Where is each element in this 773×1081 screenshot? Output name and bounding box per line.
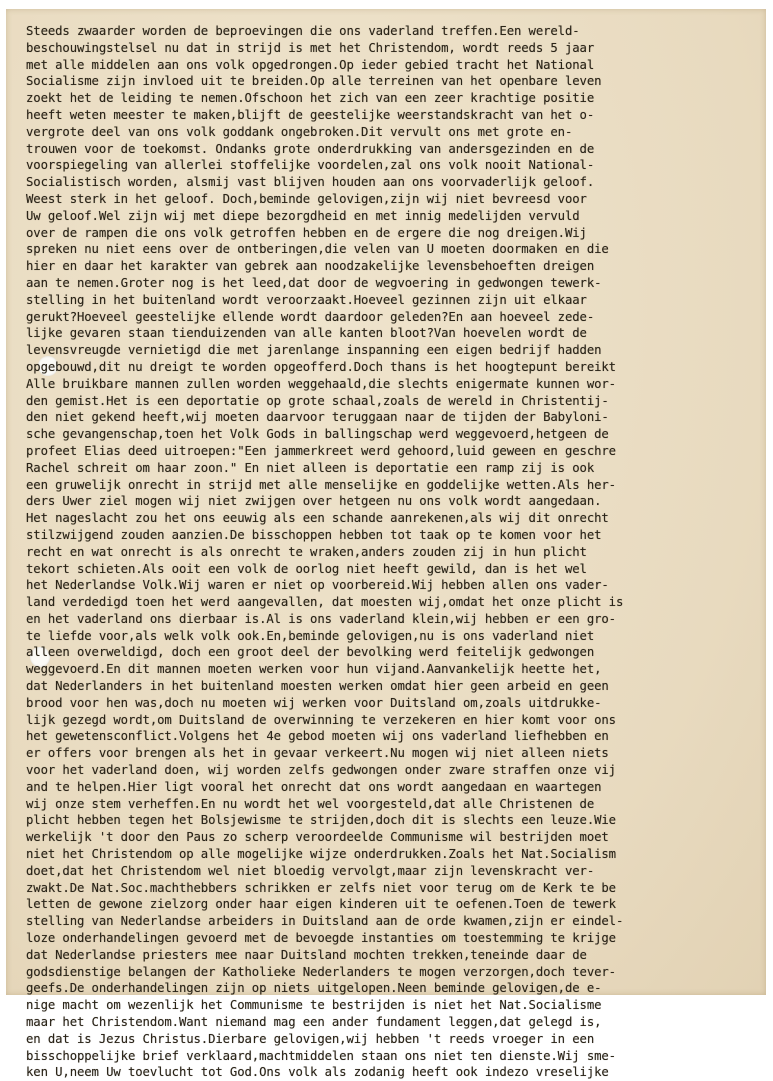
text-line: sche gevangenschap,toen het Volk Gods in ballingschap werd weggevoerd,hetgeen de <box>26 427 609 442</box>
text-line: voor het vaderland doen, wij worden zelfs gedwongen onder zware straffen onze vij <box>26 763 616 778</box>
text-line: spreken nu niet eens over de ontberingen,die velen van U moeten doormaken en die <box>26 242 609 257</box>
text-line: er offers voor brengen als het in gevaar verkeert.Nu mogen wij niet alleen niets <box>26 746 609 761</box>
text-line: doet,dat het Christendom wel niet bloedig vervolgt,maar zijn levenskracht ver- <box>26 863 595 878</box>
text-line: tekort schieten.Als ooit een volk de oorlog niet heeft gewild, dan is het wel <box>26 561 587 576</box>
text-line: Socialistisch worden, alsmij vast blijven houden aan ons voorvaderlijk geloof. <box>26 175 595 190</box>
text-line: geefs.De onderhandelingen zijn op niets uitgelopen.Neen beminde gelovigen,de e- <box>26 981 602 996</box>
text-line: gerukt?Hoeveel geestelijke ellende wordt daardoor geleden?En aan hoeveel zede- <box>26 309 595 324</box>
text-line: alleen overweldigd, doch een groot deel der bevolking werd feitelijk gedwongen <box>26 645 595 660</box>
text-line: weggevoerd.En dit mannen moeten werken voor hun vijand.Aanvankelijk heette het, <box>26 662 602 677</box>
text-line: het gewetensconflict.Volgens het 4e gebod moeten wij ons vaderland liefhebben en <box>26 729 609 744</box>
text-line: profeet Elias deed uitroepen:"Een jammerkreet werd gehoord,luid geween en geschre <box>26 443 616 458</box>
text-line: Steeds zwaarder worden de beproevingen die ons vaderland treffen.Een wereld- <box>26 24 580 38</box>
text-line: levensvreugde vernietigd die met jarenlange inspanning een eigen bedrijf hadden <box>26 343 602 358</box>
text-line: en dat is Jezus Christus.Dierbare gelovigen,wij hebben 't reeds vroeger in een <box>26 1031 595 1046</box>
text-line: brood voor hen was,doch nu moeten wij werken voor Duitsland om,zoals uitdrukke- <box>26 695 602 710</box>
text-line: en het vaderland ons dierbaar is.Al is ons vaderland klein,wij hebben er een gro- <box>26 611 616 626</box>
text-line: over de rampen die ons volk getroffen hebben en de ergere die nog dreigen.Wij <box>26 225 587 240</box>
text-line: het Nederlandse Volk.Wij waren er niet op voorbereid.Wij hebben allen ons vader- <box>26 578 609 593</box>
text-line: vergrote deel van ons volk goddank ongebroken.Dit vervult ons met grote en- <box>26 124 573 139</box>
text-line: opgebouwd,dit nu dreigt te worden opgeofferd.Doch thans is het hoogtepunt bereikt <box>26 359 616 374</box>
text-line: lijk gezegd wordt,om Duitsland de overwinning te verzekeren en hier komt voor ons <box>26 712 616 727</box>
text-line: te liefde voor,als welk volk ook.En,beminde gelovigen,nu is ons vaderland niet <box>26 628 595 643</box>
text-line: met alle middelen aan ons volk opgedrongen.Op ieder gebied tracht het National <box>26 57 595 72</box>
typewritten-page <box>6 9 766 1080</box>
text-line: stilzwijgend zouden aanzien.De bisschoppen hebben tot taak op te komen voor het <box>26 527 602 542</box>
text-line: dat Nederlandse priesters mee naar Duitsland mochten trekken,teneinde daar de <box>26 947 587 962</box>
text-line: zwakt.De Nat.Soc.machthebbers schrikken er zelfs niet voor terug om de Kerk te be <box>26 880 616 895</box>
text-line: heeft weten meester te maken,blijft de geestelijke weerstandskracht van het o- <box>26 107 595 122</box>
text-line: ders Uwer ziel mogen wij niet zwijgen over hetgeen nu ons volk wordt aangedaan. <box>26 494 602 509</box>
text-line: Uw geloof.Wel zijn wij met diepe bezorgdheid en met innig medelijden vervuld <box>26 208 580 223</box>
text-line: trouwen voor de toekomst. Ondanks grote onderdrukking van andersgezinden en de <box>26 141 595 156</box>
text-line: zoekt het de leiding te nemen.Ofschoon het zich van een zeer krachtige positie <box>26 91 595 106</box>
text-line: aan te nemen.Groter nog is het leed,dat door de wegvoering in gedwongen tewerk- <box>26 275 602 290</box>
text-line: hier en daar het karakter van gebrek aan noodzakelijke levensbehoeften dreigen <box>26 259 595 274</box>
text-line: maar het Christendom.Want niemand mag een ander fundament leggen,dat gelegd is, <box>26 1015 602 1030</box>
text-line: ken U,neem Uw toevlucht tot God.Ons volk als zodanig heeft ook indezo vreselijke <box>26 1065 609 1080</box>
text-line: godsdienstige belangen der Katholieke Nederlanders te mogen verzorgen,doch tever- <box>26 964 616 979</box>
text-line: Alle bruikbare mannen zullen worden weggehaald,die slechts enigermate kunnen wor- <box>26 376 616 391</box>
text-line: and te helpen.Hier ligt vooral het onrecht dat ons wordt aangedaan en waartegen <box>26 779 602 794</box>
text-line: dat Nederlanders in het buitenland moesten werken omdat hier geen arbeid en geen <box>26 679 609 694</box>
text-line: lijke gevaren staan tienduizenden van alle kanten bloot?Van hoevelen wordt de <box>26 326 587 341</box>
text-line: den gemist.Het is een deportatie op grote schaal,zoals de wereld in Christentij- <box>26 393 609 408</box>
text-line: nige macht om wezenlijk het Communisme te bestrijden is niet het Nat.Socialisme <box>26 998 602 1013</box>
text-line: voorspiegeling van allerlei stoffelijke voordelen,zal ons volk nooit National- <box>26 158 595 173</box>
text-line: stelling van Nederlandse arbeiders in Duitsland aan de orde kwamen,zijn er eindel- <box>26 914 624 929</box>
scan-top-margin <box>0 0 773 9</box>
text-line: plicht hebben tegen het Bolsjewisme te strijden,doch dit is slechts een leuze.Wie <box>26 813 616 828</box>
text-line: letten de gewone zielzorg onder haar eigen kinderen uit te oefenen.Toen de tewerk <box>26 897 616 912</box>
text-line: loze onderhandelingen gevoerd met de bevoegde instanties om toestemming te krijge <box>26 931 616 946</box>
typed-text-block <box>26 23 761 1081</box>
text-line: recht en wat onrecht is als onrecht te wraken,anders zouden zij in hun plicht <box>26 544 587 559</box>
text-line: den niet gekend heeft,wij moeten daarvoor teruggaan naar de tijden der Babyloni- <box>26 410 609 425</box>
text-line: Rachel schreit om haar zoon." En niet alleen is deportatie een ramp zij is ook <box>26 460 595 475</box>
text-line: land verdedigd toen het werd aangevallen, dat moesten wij,omdat het onze plicht is <box>26 595 624 610</box>
text-line: Het nageslacht zou het ons eeuwig als een schande aanrekenen,als wij dit onrecht <box>26 511 609 526</box>
text-line: bisschoppelijke brief verklaard,machtmiddelen staan ons niet ten dienste.Wij sme- <box>26 1048 616 1063</box>
text-line: beschouwingstelsel nu dat in strijd is met het Christendom, wordt reeds 5 jaar <box>26 40 595 55</box>
text-line: stelling in het buitenland wordt veroorzaakt.Hoeveel gezinnen zijn uit elkaar <box>26 292 587 307</box>
text-line: niet het Christendom op alle mogelijke wijze onderdrukken.Zoals het Nat.Socialism <box>26 847 616 862</box>
text-line: werkelijk 't door den Paus zo scherp veroordeelde Communisme wil bestrijden moet <box>26 830 609 845</box>
text-line: Socialisme zijn invloed uit te breiden.Op alle terreinen van het openbare leven <box>26 74 602 89</box>
text-line: wij onze stem verheffen.En nu wordt het wel voorgesteld,dat alle Christenen de <box>26 796 595 811</box>
text-line: een gruwelijk onrecht in strijd met alle menselijke en goddelijke wetten.Als her- <box>26 477 616 492</box>
text-line: Weest sterk in het geloof. Doch,beminde gelovigen,zijn wij niet bevreesd voor <box>26 191 587 206</box>
